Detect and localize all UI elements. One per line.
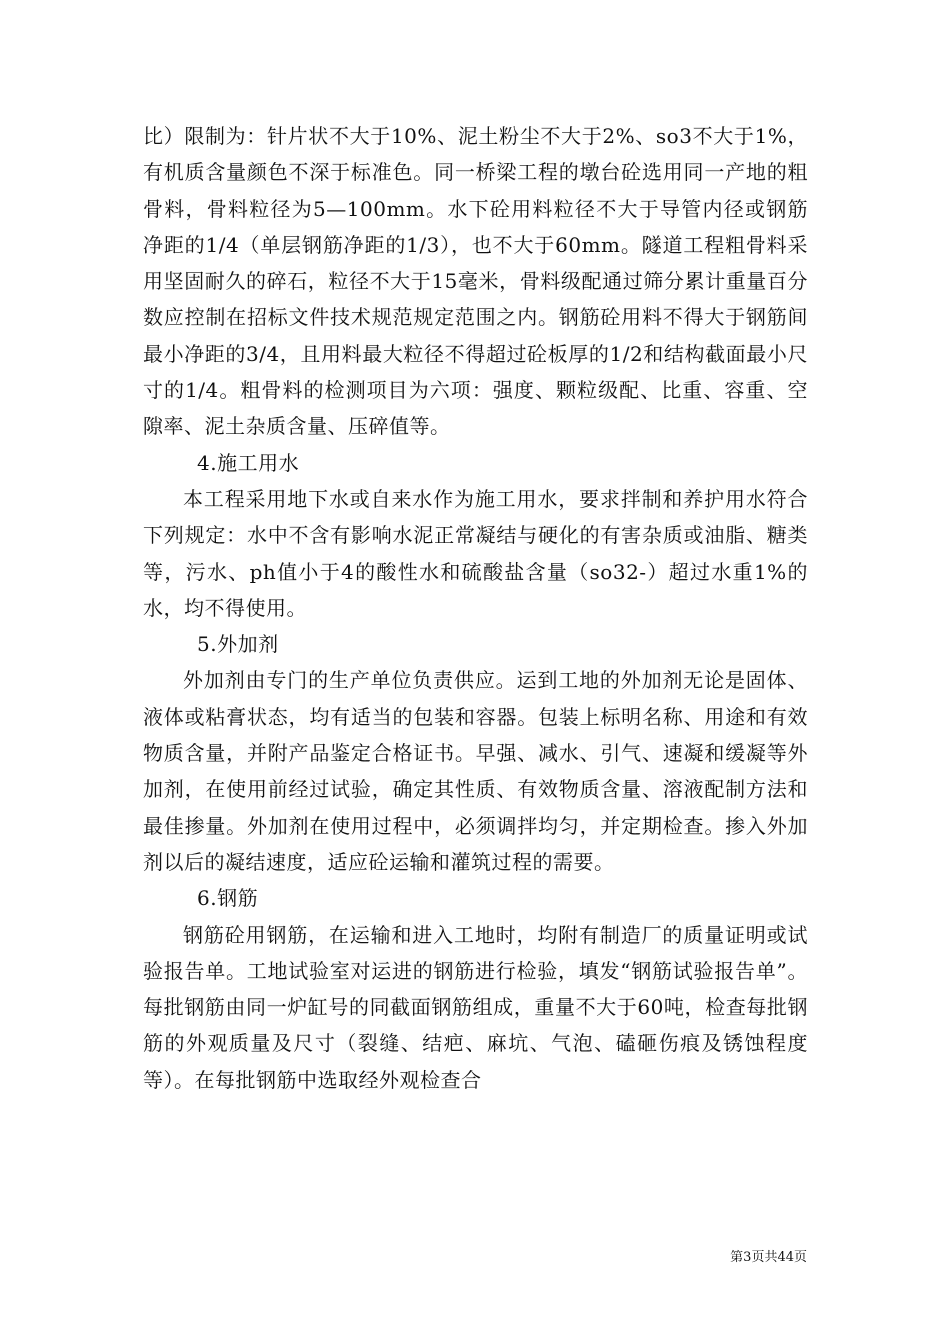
page-number: 第3页共44页	[730, 1250, 807, 1265]
paragraph-continuation: 比）限制为：针片状不大于10%、泥土粉尘不大于2%、so3不大于1%，有机质含量颜色不深于标准色。同一桥梁工程的墩台砼选用同一产地的粗骨料，骨料粒径为5—100mm。水下砼用料粒径不大于导管内径或钢筋净距的1/4（单层钢筋净距的1/3），也不大于60mm。隧道工程粗骨料采用坚固耐久的碎石，粒径不大于15毫米，骨料级配通过筛分累计重量百分数应控制在招标文件技术规范规定范围之内。钢筋砼用料不得大于钢筋间最小净距的3/4，且用料最大粒径不得超过砼板厚的1/2和结构截面最小尺寸的1/4。粗骨料的检测项目为六项：强度、颗粒级配、比重、容重、空隙率、泥土杂质含量、压碎值等。	[143, 124, 808, 439]
section-heading-admixture: 5.外加剂	[197, 632, 279, 657]
section-heading-water: 4.施工用水	[197, 450, 300, 475]
paragraph-admixture: 外加剂由专门的生产单位负责供应。运到工地的外加剂无论是固体、液体或粘膏状态，均有适当的包装和容器。包装上标明名称、用途和有效物质含量，并附产品鉴定合格证书。早强、减水、引气、速凝和缓凝等外加剂，在使用前经过试验，确定其性质、有效物质含量、溶液配制方法和最佳掺量。外加剂在使用过程中，必须调拌均匀，并定期检查。掺入外加剂以后的凝结速度，适应砼运输和灌筑过程的需要。	[143, 668, 808, 874]
paragraph-rebar: 钢筋砼用钢筋，在运输和进入工地时，均附有制造厂的质量证明或试验报告单。工地试验室对运进的钢筋进行检验，填发“钢筋试验报告单”。每批钢筋由同一炉缸号的同截面钢筋组成，重量不大于60吨，检查每批钢筋的外观质量及尺寸（裂缝、结疤、麻坑、气泡、磕砸伤痕及锈蚀程度等）。在每批钢筋中选取经外观检查合	[143, 922, 808, 1092]
section-heading-rebar: 6.钢筋	[197, 886, 259, 911]
document-body	[143, 118, 808, 1098]
paragraph-water: 本工程采用地下水或自来水作为施工用水，要求拌制和养护用水符合下列规定：水中不含有影响水泥正常凝结与硬化的有害杂质或油脂、糖类等，污水、ph值小于4的酸性水和硫酸盐含量（so32-）超过水重1%的水，均不得使用。	[143, 486, 808, 620]
